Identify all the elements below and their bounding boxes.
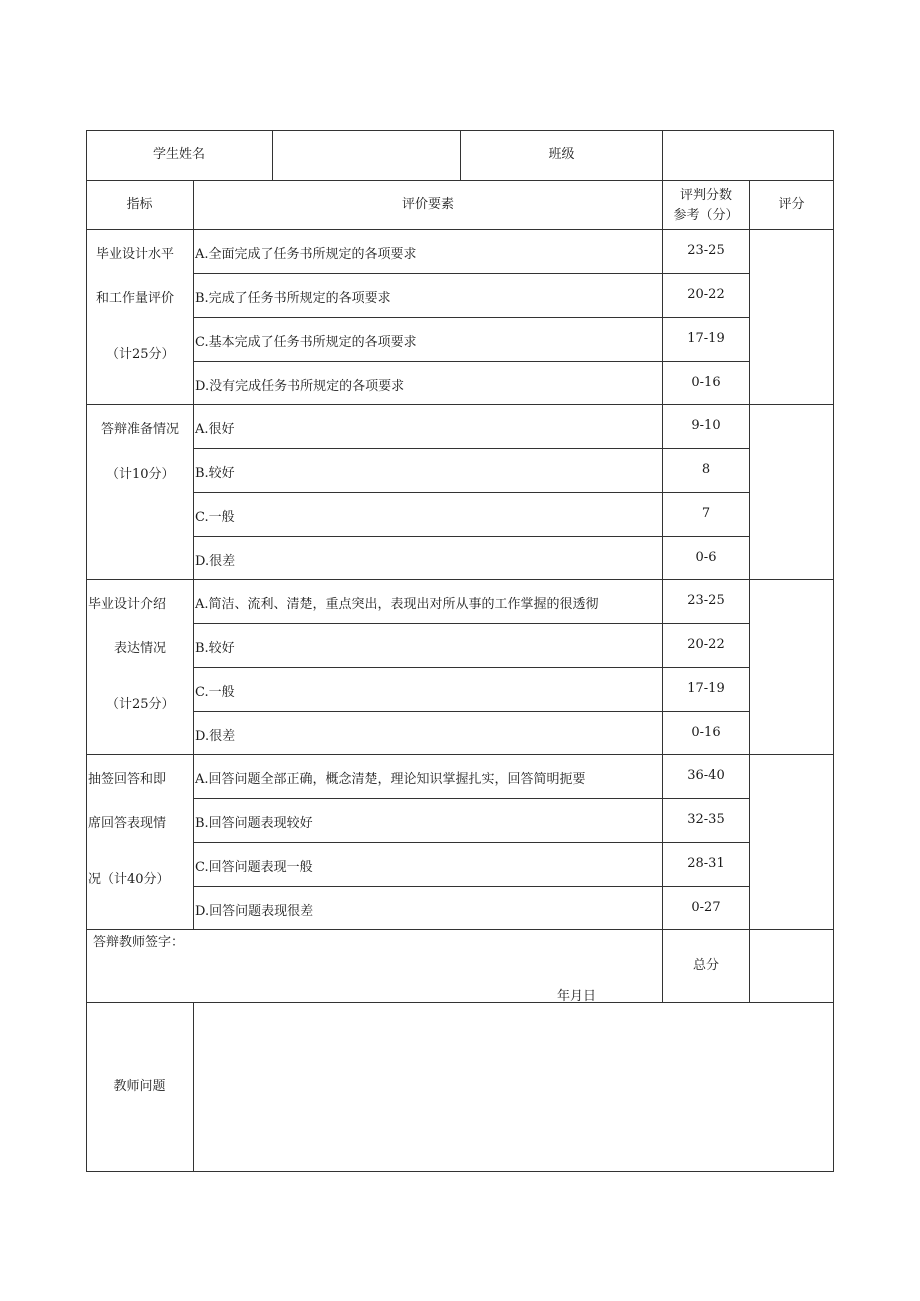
ref-score-line1: 评判分数	[679, 188, 732, 203]
table-line	[193, 273, 749, 274]
section-4-score-field[interactable]	[750, 755, 833, 929]
section-2-item-c: C.一般	[195, 510, 235, 525]
section-2-item-b: B.较好	[195, 466, 235, 481]
section-2-item-a: A.很好	[195, 422, 235, 437]
table-line	[193, 623, 749, 624]
section-1-range-a: 23-25	[687, 243, 725, 258]
section-2-item-d: D.很差	[195, 554, 236, 569]
table-line	[193, 361, 749, 362]
section-2-range-c: 7	[701, 506, 711, 521]
section-4-range-b: 32-35	[687, 812, 725, 827]
table-line	[193, 180, 194, 929]
section-4-item-c: C.回答问题表现一般	[195, 860, 313, 875]
section-1-item-b: B.完成了任务书所规定的各项要求	[195, 291, 391, 306]
section-4-item-d: D.回答问题表现很差	[195, 904, 314, 919]
section-1-label-line-3: （计25分）	[106, 347, 175, 362]
ref-score-line2: 参考（分）	[673, 208, 739, 223]
total-label: 总分	[692, 958, 719, 973]
table-line	[662, 180, 663, 1002]
table-line	[86, 229, 834, 230]
section-4-range-a: 36-40	[687, 768, 725, 783]
teacher-questions-label: 教师问题	[113, 1079, 166, 1094]
section-1-item-c: C.基本完成了任务书所规定的各项要求	[195, 335, 417, 350]
student-name-field[interactable]	[273, 130, 460, 180]
section-3-range-d: 0-16	[691, 725, 721, 740]
section-3-label-line-1: 毕业设计介绍	[88, 597, 167, 612]
class-field[interactable]	[663, 130, 833, 180]
section-2-range-b: 8	[701, 462, 711, 477]
table-line	[193, 492, 749, 493]
section-4-item-a: A.回答问题全部正确，概念清楚，理论知识掌握扎实，回答简明扼要	[195, 772, 586, 787]
section-4-label-line-2: 席回答表现情	[88, 816, 167, 831]
section-3-item-d: D.很差	[195, 729, 236, 744]
section-1-label-line-1: 毕业设计水平	[96, 247, 175, 262]
column-header-indicator: 指标	[126, 196, 153, 212]
section-3-score-field[interactable]	[750, 580, 833, 754]
section-1-label-line-2: 和工作量评价	[96, 291, 175, 306]
section-3-range-b: 20-22	[687, 637, 725, 652]
section-3-label-line-3: （计25分）	[106, 697, 175, 712]
column-header-ref-score	[663, 186, 749, 226]
table-line	[193, 711, 749, 712]
section-4-label-line-3: 况（计40分）	[88, 872, 170, 887]
section-3-item-b: B.较好	[195, 641, 235, 656]
section-3-item-a: A.简洁、流利、清楚，重点突出，表现出对所从事的工作掌握的很透彻	[195, 597, 599, 612]
section-1-item-a: A.全面完成了任务书所规定的各项要求	[195, 247, 417, 262]
table-border-right	[833, 130, 834, 1172]
section-3-range-c: 17-19	[687, 681, 725, 696]
section-3-label-line-2: 表达情况	[114, 641, 167, 656]
table-line	[193, 842, 749, 843]
section-2-range-d: 0-6	[695, 550, 717, 565]
section-1-item-d: D.没有完成任务书所规定的各项要求	[195, 379, 405, 394]
signature-label: 答辩教师签字：	[93, 935, 185, 950]
section-2-score-field[interactable]	[750, 405, 833, 579]
section-1-score-field[interactable]	[750, 230, 833, 404]
section-4-range-c: 28-31	[687, 856, 725, 871]
table-line	[193, 536, 749, 537]
section-1-range-d: 0-16	[691, 375, 721, 390]
table-line	[86, 579, 834, 580]
total-score-field[interactable]	[750, 930, 833, 1002]
section-1-range-b: 20-22	[687, 287, 725, 302]
column-header-elements: 评价要素	[401, 196, 454, 212]
table-border-bottom	[86, 1171, 834, 1172]
table-line	[86, 404, 834, 405]
section-4-item-b: B.回答问题表现较好	[195, 816, 313, 831]
table-line	[193, 317, 749, 318]
table-line	[193, 667, 749, 668]
section-4-range-d: 0-27	[691, 900, 721, 915]
section-3-item-c: C.一般	[195, 685, 235, 700]
column-header-score: 评分	[778, 196, 805, 212]
section-4-label-line-1: 抽签回答和即	[88, 772, 167, 787]
section-2-label-line-2: （计10分）	[106, 467, 175, 482]
section-3-range-a: 23-25	[687, 593, 725, 608]
section-2-range-a: 9-10	[691, 418, 721, 433]
signature-date: 年月日	[557, 989, 597, 1004]
class-label: 班级	[548, 147, 575, 162]
section-1-range-c: 17-19	[687, 331, 725, 346]
teacher-questions-field[interactable]	[194, 1003, 833, 1171]
student-name-label: 学生姓名	[152, 147, 205, 162]
section-2-label-line-1: 答辩准备情况	[101, 422, 180, 437]
table-line	[193, 448, 749, 449]
table-line	[86, 754, 834, 755]
table-line	[193, 886, 749, 887]
table-line	[193, 798, 749, 799]
